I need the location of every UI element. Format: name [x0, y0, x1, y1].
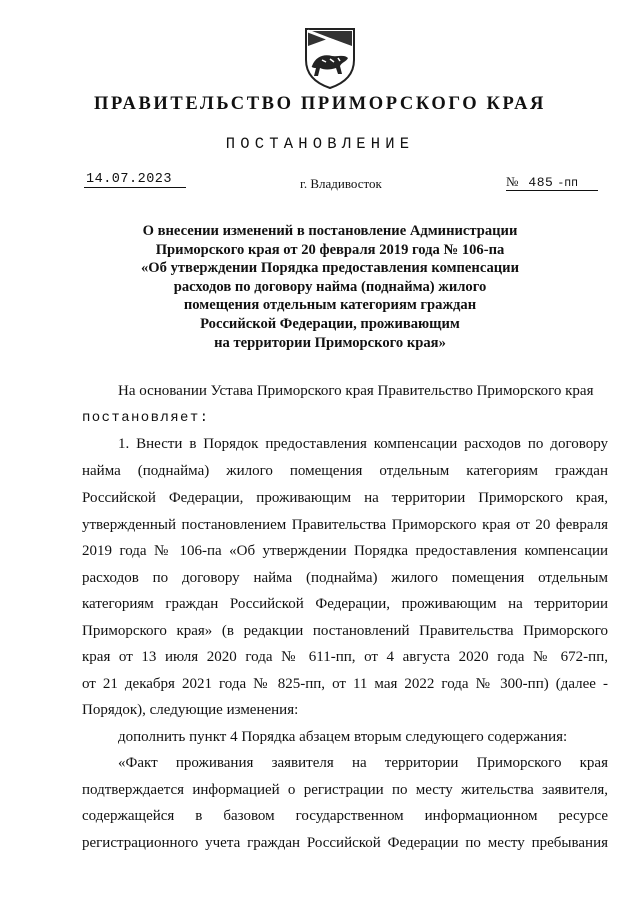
quote-line: содержащейся в базовом государственном информационном ресурсе — [82, 808, 608, 824]
body-line: категориям граждан Российской Федерации, проживающим на территории — [82, 596, 608, 612]
heading-line: помещения отдельным категориям граждан — [183, 297, 477, 314]
document-number — [506, 174, 598, 191]
number-prefix: № — [506, 174, 519, 189]
quote-line: подтверждается информацией о регистрации по месту жительства заявителя, — [82, 782, 608, 798]
body-line: найма (поднайма) жилого помещения отдельным категориям граждан — [82, 463, 608, 479]
document-type: ПОСТАНОВЛЕНИЕ — [225, 135, 415, 153]
body-line: расходов по договору найма (поднайма) жилого помещения отдельным — [82, 570, 608, 586]
body-line: Российской Федерации, проживающим на территории Приморского края, — [82, 490, 608, 506]
body-line: утвержденный постановлением Правительства Приморского края от 20 февраля — [82, 517, 608, 533]
government-title: ПРАВИТЕЛЬСТВО ПРИМОРСКОГО КРАЯ — [93, 94, 546, 114]
supplement-paragraph: дополнить пункт 4 Порядка абзацем вторым следующего содержания: — [118, 729, 568, 745]
number-suffix: -пп — [557, 177, 579, 190]
document-heading — [120, 222, 540, 352]
document-city: г. Владивосток — [300, 176, 382, 191]
heading-line: расходов по договору найма (поднайма) жилого — [173, 278, 487, 295]
body-line: 2019 года № 106-па «Об утверждении Порядка предоставления компенсации — [82, 543, 608, 559]
heading-line: на территории Приморского края» — [214, 334, 446, 351]
heading-line: «Об утверждении Порядка предоставления компенсации — [141, 260, 519, 277]
body-line: края от 13 июля 2020 года № 611-пп, от 4 августа 2020 года № 672-пп, — [82, 649, 608, 665]
number-value: 485 — [528, 175, 554, 190]
quote-line: регистрационного учета граждан Российской Федерации по месту пребывания — [82, 835, 608, 851]
body-line: Приморского края» (в редакции постановлений Правительства Приморского — [82, 623, 608, 639]
quote-line: «Факт проживания заявителя на территории Приморского края — [118, 755, 608, 771]
heading-line: О внесении изменений в постановление Администрации — [142, 223, 518, 239]
basis-paragraph: На основании Устава Приморского края Правительство Приморского края — [118, 383, 594, 399]
heading-line: Российской Федерации, проживающим — [200, 315, 460, 332]
body-line: от 21 декабря 2021 года № 825-пп, от 11 мая 2022 года № 300-пп) (далее - — [82, 676, 608, 692]
body-line: 1. Внести в Порядок предоставления компенсации расходов по договору — [118, 436, 608, 452]
resolves-word: постановляет: — [82, 410, 210, 426]
primorsky-coat-of-arms-icon — [302, 26, 358, 90]
document-date: 14.07.2023 — [84, 172, 186, 188]
body-line: Порядок), следующие изменения: — [82, 702, 299, 718]
heading-line: Приморского края от 20 февраля 2019 года № 106-па — [155, 241, 505, 258]
